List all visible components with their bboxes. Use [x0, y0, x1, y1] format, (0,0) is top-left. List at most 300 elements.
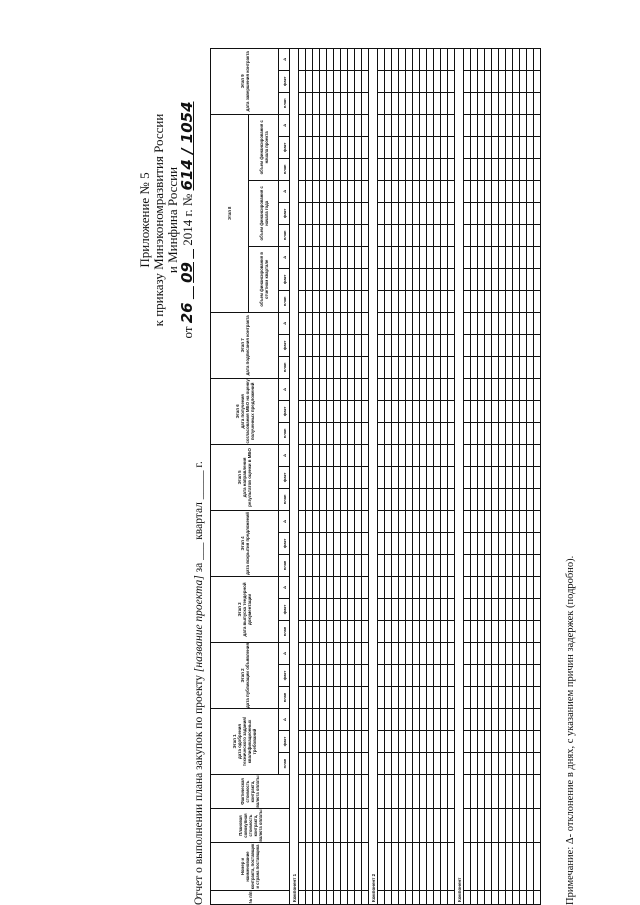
table-cell[interactable] — [362, 532, 369, 554]
table-cell[interactable] — [527, 246, 534, 268]
table-cell[interactable] — [341, 532, 348, 554]
table-cell[interactable] — [534, 809, 541, 843]
table-cell[interactable] — [499, 843, 506, 891]
table-cell[interactable] — [392, 753, 399, 775]
table-cell[interactable] — [385, 532, 392, 554]
table-cell[interactable] — [399, 290, 406, 312]
table-cell[interactable] — [499, 532, 506, 554]
table-cell[interactable] — [427, 312, 434, 334]
table-cell[interactable] — [513, 48, 520, 70]
table-cell[interactable] — [334, 891, 341, 905]
table-cell[interactable] — [348, 422, 355, 444]
table-cell[interactable] — [385, 753, 392, 775]
table-cell[interactable] — [478, 731, 485, 753]
table-cell[interactable] — [464, 510, 471, 532]
table-cell[interactable] — [434, 532, 441, 554]
table-cell[interactable] — [327, 444, 334, 466]
table-cell[interactable] — [406, 158, 413, 180]
table-cell[interactable] — [527, 642, 534, 664]
table-cell[interactable] — [420, 158, 427, 180]
table-cell[interactable] — [355, 642, 362, 664]
table-cell[interactable] — [492, 356, 499, 378]
table-cell[interactable] — [362, 136, 369, 158]
table-cell[interactable] — [485, 356, 492, 378]
table-cell[interactable] — [427, 664, 434, 686]
table-cell[interactable] — [348, 708, 355, 730]
table-cell[interactable] — [492, 400, 499, 422]
table-cell[interactable] — [334, 510, 341, 532]
table-cell[interactable] — [341, 158, 348, 180]
table-cell[interactable] — [527, 312, 534, 334]
table-cell[interactable] — [520, 290, 527, 312]
table-cell[interactable] — [334, 92, 341, 114]
table-cell[interactable] — [499, 422, 506, 444]
table-cell[interactable] — [320, 356, 327, 378]
table-cell[interactable] — [471, 422, 478, 444]
table-cell[interactable] — [506, 753, 513, 775]
table-cell[interactable] — [378, 620, 385, 642]
table-cell[interactable] — [392, 775, 399, 809]
table-cell[interactable] — [506, 598, 513, 620]
table-cell[interactable] — [427, 400, 434, 422]
table-cell[interactable] — [434, 158, 441, 180]
table-cell[interactable] — [348, 554, 355, 576]
table-cell[interactable] — [434, 891, 441, 905]
table-cell[interactable] — [413, 290, 420, 312]
table-cell[interactable] — [327, 290, 334, 312]
table-cell[interactable] — [520, 444, 527, 466]
table-cell[interactable] — [506, 642, 513, 664]
table-cell[interactable] — [485, 290, 492, 312]
table-cell[interactable] — [385, 180, 392, 202]
table-cell[interactable] — [413, 731, 420, 753]
table-cell[interactable] — [362, 576, 369, 598]
table-cell[interactable] — [306, 136, 313, 158]
table-cell[interactable] — [520, 843, 527, 891]
table-cell[interactable] — [534, 753, 541, 775]
table-cell[interactable] — [385, 843, 392, 891]
table-cell[interactable] — [327, 378, 334, 400]
table-cell[interactable] — [527, 114, 534, 136]
table-cell[interactable] — [334, 422, 341, 444]
table-cell[interactable] — [299, 642, 306, 664]
table-cell[interactable] — [362, 731, 369, 753]
table-cell[interactable] — [464, 753, 471, 775]
table-cell[interactable] — [520, 642, 527, 664]
table-cell[interactable] — [406, 554, 413, 576]
table-cell[interactable] — [427, 180, 434, 202]
table-cell[interactable] — [334, 70, 341, 92]
table-cell[interactable] — [378, 664, 385, 686]
table-cell[interactable] — [378, 224, 385, 246]
table-cell[interactable] — [355, 224, 362, 246]
table-cell[interactable] — [464, 246, 471, 268]
table-cell[interactable] — [471, 642, 478, 664]
table-cell[interactable] — [299, 356, 306, 378]
table-cell[interactable] — [378, 268, 385, 290]
table-cell[interactable] — [392, 48, 399, 70]
table-cell[interactable] — [313, 686, 320, 708]
table-cell[interactable] — [392, 290, 399, 312]
table-cell[interactable] — [499, 114, 506, 136]
table-cell[interactable] — [478, 686, 485, 708]
table-cell[interactable] — [348, 268, 355, 290]
table-cell[interactable] — [355, 466, 362, 488]
table-cell[interactable] — [513, 843, 520, 891]
table-cell[interactable] — [506, 686, 513, 708]
table-cell[interactable] — [355, 422, 362, 444]
table-cell[interactable] — [399, 422, 406, 444]
table-cell[interactable] — [427, 843, 434, 891]
table-cell[interactable] — [378, 158, 385, 180]
table-cell[interactable] — [306, 92, 313, 114]
table-cell[interactable] — [306, 843, 313, 891]
table-cell[interactable] — [355, 400, 362, 422]
table-cell[interactable] — [413, 809, 420, 843]
table-cell[interactable] — [348, 246, 355, 268]
table-cell[interactable] — [392, 809, 399, 843]
table-cell[interactable] — [355, 664, 362, 686]
table-cell[interactable] — [478, 48, 485, 70]
table-cell[interactable] — [464, 356, 471, 378]
table-cell[interactable] — [427, 775, 434, 809]
table-cell[interactable] — [413, 158, 420, 180]
table-cell[interactable] — [427, 268, 434, 290]
table-cell[interactable] — [534, 510, 541, 532]
table-cell[interactable] — [427, 290, 434, 312]
table-cell[interactable] — [485, 891, 492, 905]
table-cell[interactable] — [413, 466, 420, 488]
table-cell[interactable] — [313, 268, 320, 290]
table-cell[interactable] — [471, 246, 478, 268]
table-cell[interactable] — [434, 70, 441, 92]
table-cell[interactable] — [506, 664, 513, 686]
table-cell[interactable] — [464, 775, 471, 809]
table-cell[interactable] — [464, 554, 471, 576]
table-cell[interactable] — [320, 510, 327, 532]
table-cell[interactable] — [378, 554, 385, 576]
table-cell[interactable] — [492, 136, 499, 158]
table-cell[interactable] — [478, 488, 485, 510]
table-cell[interactable] — [441, 444, 448, 466]
table-cell[interactable] — [448, 356, 455, 378]
table-cell[interactable] — [492, 158, 499, 180]
table-cell[interactable] — [478, 356, 485, 378]
table-cell[interactable] — [413, 488, 420, 510]
table-cell[interactable] — [378, 444, 385, 466]
table-cell[interactable] — [413, 598, 420, 620]
table-cell[interactable] — [434, 642, 441, 664]
table-cell[interactable] — [299, 488, 306, 510]
table-cell[interactable] — [299, 334, 306, 356]
table-cell[interactable] — [362, 664, 369, 686]
table-cell[interactable] — [413, 268, 420, 290]
table-cell[interactable] — [341, 334, 348, 356]
table-cell[interactable] — [527, 686, 534, 708]
table-cell[interactable] — [378, 70, 385, 92]
table-cell[interactable] — [313, 48, 320, 70]
table-cell[interactable] — [392, 664, 399, 686]
table-cell[interactable] — [499, 136, 506, 158]
table-cell[interactable] — [385, 378, 392, 400]
table-cell[interactable] — [306, 312, 313, 334]
table-cell[interactable] — [406, 312, 413, 334]
table-cell[interactable] — [534, 664, 541, 686]
table-cell[interactable] — [362, 422, 369, 444]
table-cell[interactable] — [299, 378, 306, 400]
table-cell[interactable] — [506, 422, 513, 444]
table-cell[interactable] — [320, 158, 327, 180]
table-cell[interactable] — [355, 180, 362, 202]
table-cell[interactable] — [348, 576, 355, 598]
table-cell[interactable] — [313, 422, 320, 444]
table-cell[interactable] — [492, 843, 499, 891]
table-cell[interactable] — [306, 753, 313, 775]
table-cell[interactable] — [513, 466, 520, 488]
table-cell[interactable] — [306, 731, 313, 753]
table-cell[interactable] — [392, 554, 399, 576]
table-cell[interactable] — [464, 422, 471, 444]
table-cell[interactable] — [506, 809, 513, 843]
table-cell[interactable] — [362, 356, 369, 378]
table-cell[interactable] — [513, 598, 520, 620]
table-cell[interactable] — [478, 775, 485, 809]
table-cell[interactable] — [434, 576, 441, 598]
table-cell[interactable] — [313, 554, 320, 576]
table-cell[interactable] — [506, 70, 513, 92]
table-cell[interactable] — [434, 92, 441, 114]
table-cell[interactable] — [427, 809, 434, 843]
table-cell[interactable] — [485, 444, 492, 466]
table-cell[interactable] — [306, 400, 313, 422]
table-cell[interactable] — [299, 114, 306, 136]
table-cell[interactable] — [534, 92, 541, 114]
table-cell[interactable] — [378, 114, 385, 136]
table-cell[interactable] — [420, 268, 427, 290]
table-cell[interactable] — [320, 180, 327, 202]
table-cell[interactable] — [392, 136, 399, 158]
table-cell[interactable] — [406, 809, 413, 843]
table-cell[interactable] — [320, 136, 327, 158]
table-cell[interactable] — [385, 891, 392, 905]
table-cell[interactable] — [378, 180, 385, 202]
table-cell[interactable] — [320, 48, 327, 70]
table-cell[interactable] — [506, 400, 513, 422]
table-cell[interactable] — [392, 598, 399, 620]
table-cell[interactable] — [413, 620, 420, 642]
table-cell[interactable] — [513, 620, 520, 642]
table-cell[interactable] — [392, 400, 399, 422]
table-cell[interactable] — [362, 70, 369, 92]
table-cell[interactable] — [527, 510, 534, 532]
table-cell[interactable] — [334, 809, 341, 843]
table-cell[interactable] — [420, 378, 427, 400]
table-cell[interactable] — [327, 422, 334, 444]
table-cell[interactable] — [478, 158, 485, 180]
table-cell[interactable] — [299, 136, 306, 158]
table-cell[interactable] — [420, 246, 427, 268]
table-cell[interactable] — [513, 686, 520, 708]
table-cell[interactable] — [341, 809, 348, 843]
table-cell[interactable] — [334, 620, 341, 642]
table-cell[interactable] — [478, 598, 485, 620]
table-cell[interactable] — [413, 334, 420, 356]
table-cell[interactable] — [434, 554, 441, 576]
table-cell[interactable] — [313, 92, 320, 114]
table-cell[interactable] — [399, 598, 406, 620]
table-cell[interactable] — [420, 576, 427, 598]
table-cell[interactable] — [299, 70, 306, 92]
table-cell[interactable] — [527, 202, 534, 224]
table-cell[interactable] — [341, 642, 348, 664]
table-cell[interactable] — [299, 576, 306, 598]
table-cell[interactable] — [527, 268, 534, 290]
table-cell[interactable] — [506, 731, 513, 753]
table-cell[interactable] — [385, 290, 392, 312]
table-cell[interactable] — [492, 809, 499, 843]
table-cell[interactable] — [420, 775, 427, 809]
table-cell[interactable] — [362, 686, 369, 708]
table-cell[interactable] — [406, 576, 413, 598]
table-cell[interactable] — [406, 268, 413, 290]
table-cell[interactable] — [306, 532, 313, 554]
table-cell[interactable] — [385, 809, 392, 843]
table-cell[interactable] — [485, 70, 492, 92]
table-cell[interactable] — [534, 136, 541, 158]
table-cell[interactable] — [427, 444, 434, 466]
table-cell[interactable] — [299, 775, 306, 809]
table-cell[interactable] — [348, 180, 355, 202]
table-cell[interactable] — [385, 70, 392, 92]
table-cell[interactable] — [534, 48, 541, 70]
table-cell[interactable] — [362, 554, 369, 576]
table-cell[interactable] — [478, 114, 485, 136]
table-cell[interactable] — [355, 708, 362, 730]
table-cell[interactable] — [441, 488, 448, 510]
table-cell[interactable] — [448, 510, 455, 532]
table-cell[interactable] — [427, 48, 434, 70]
table-cell[interactable] — [427, 620, 434, 642]
table-cell[interactable] — [448, 576, 455, 598]
table-cell[interactable] — [520, 664, 527, 686]
table-cell[interactable] — [313, 290, 320, 312]
table-cell[interactable] — [348, 224, 355, 246]
table-cell[interactable] — [341, 48, 348, 70]
table-cell[interactable] — [513, 92, 520, 114]
table-cell[interactable] — [434, 334, 441, 356]
table-cell[interactable] — [471, 843, 478, 891]
table-cell[interactable] — [478, 246, 485, 268]
table-cell[interactable] — [299, 843, 306, 891]
table-cell[interactable] — [320, 378, 327, 400]
table-cell[interactable] — [427, 532, 434, 554]
table-cell[interactable] — [392, 843, 399, 891]
table-cell[interactable] — [327, 598, 334, 620]
table-cell[interactable] — [434, 843, 441, 891]
table-cell[interactable] — [478, 466, 485, 488]
table-cell[interactable] — [520, 620, 527, 642]
table-cell[interactable] — [441, 554, 448, 576]
table-cell[interactable] — [313, 466, 320, 488]
table-cell[interactable] — [513, 246, 520, 268]
table-cell[interactable] — [464, 444, 471, 466]
table-cell[interactable] — [348, 444, 355, 466]
table-cell[interactable] — [306, 620, 313, 642]
table-cell[interactable] — [327, 400, 334, 422]
table-cell[interactable] — [478, 268, 485, 290]
table-cell[interactable] — [355, 70, 362, 92]
table-cell[interactable] — [434, 268, 441, 290]
table-cell[interactable] — [527, 731, 534, 753]
table-cell[interactable] — [392, 532, 399, 554]
table-cell[interactable] — [520, 400, 527, 422]
table-cell[interactable] — [313, 202, 320, 224]
table-cell[interactable] — [406, 290, 413, 312]
table-cell[interactable] — [392, 466, 399, 488]
table-cell[interactable] — [478, 843, 485, 891]
table-cell[interactable] — [334, 664, 341, 686]
table-cell[interactable] — [506, 554, 513, 576]
table-cell[interactable] — [362, 488, 369, 510]
table-cell[interactable] — [306, 202, 313, 224]
table-cell[interactable] — [485, 731, 492, 753]
table-cell[interactable] — [434, 136, 441, 158]
table-cell[interactable] — [399, 731, 406, 753]
table-cell[interactable] — [485, 312, 492, 334]
table-cell[interactable] — [385, 775, 392, 809]
table-cell[interactable] — [299, 620, 306, 642]
table-cell[interactable] — [513, 158, 520, 180]
table-cell[interactable] — [534, 642, 541, 664]
table-cell[interactable] — [534, 114, 541, 136]
table-cell[interactable] — [378, 356, 385, 378]
table-cell[interactable] — [527, 708, 534, 730]
table-cell[interactable] — [527, 378, 534, 400]
table-cell[interactable] — [485, 642, 492, 664]
table-cell[interactable] — [399, 136, 406, 158]
table-cell[interactable] — [385, 356, 392, 378]
table-cell[interactable] — [392, 422, 399, 444]
table-cell[interactable] — [334, 158, 341, 180]
table-cell[interactable] — [413, 576, 420, 598]
table-cell[interactable] — [378, 202, 385, 224]
table-cell[interactable] — [527, 809, 534, 843]
table-cell[interactable] — [492, 731, 499, 753]
table-cell[interactable] — [499, 753, 506, 775]
table-cell[interactable] — [441, 466, 448, 488]
table-cell[interactable] — [499, 731, 506, 753]
table-cell[interactable] — [385, 642, 392, 664]
table-cell[interactable] — [534, 378, 541, 400]
table-cell[interactable] — [499, 290, 506, 312]
table-cell[interactable] — [534, 312, 541, 334]
table-cell[interactable] — [534, 334, 541, 356]
table-cell[interactable] — [327, 664, 334, 686]
table-cell[interactable] — [306, 642, 313, 664]
table-cell[interactable] — [313, 488, 320, 510]
table-cell[interactable] — [441, 620, 448, 642]
table-cell[interactable] — [471, 334, 478, 356]
table-cell[interactable] — [385, 554, 392, 576]
table-cell[interactable] — [341, 312, 348, 334]
table-cell[interactable] — [327, 554, 334, 576]
table-cell[interactable] — [320, 246, 327, 268]
table-cell[interactable] — [478, 92, 485, 114]
table-cell[interactable] — [299, 809, 306, 843]
table-cell[interactable] — [313, 114, 320, 136]
table-cell[interactable] — [348, 114, 355, 136]
table-cell[interactable] — [506, 136, 513, 158]
